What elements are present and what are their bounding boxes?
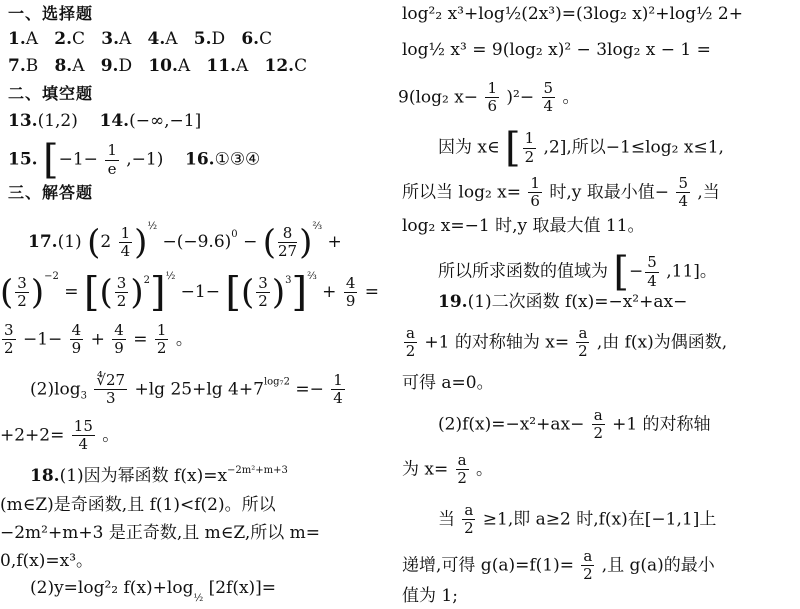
q18-continued-line-4: 因为 x∈ [ $\frac{1}{2}$ ,2],所以−1≤log₂ x≤1,	[438, 125, 724, 171]
choice-item: 4.A	[147, 29, 178, 49]
q19-line-3: 可得 a=0。	[402, 373, 494, 393]
q15-q16-answers: 15. [−1− $\frac{1}{e}$ ,−1) 16.①③④	[8, 137, 261, 183]
right-column	[388, 0, 800, 609]
choice-item: 6.C	[241, 29, 273, 49]
choice-answers-row-2	[8, 58, 307, 75]
fraction: $\frac{1}{e}$	[107, 141, 117, 178]
q17-line-2: ( $\frac{3}{2}$ )$^{-2}$ = [( $\frac{3}{2}$ )$^2$]$^{\frac{1}{2}}$ −1− [( $\frac{3}{2}$ )$^3$]$^{\frac{2}{3}}$ + $\frac{4}{9}$ =	[0, 269, 380, 316]
q19-line-2: $\frac{a}{2}$ +1 的对称轴为 x= $\frac{a}{2}$ ,由 f(x)为偶函数,	[405, 324, 728, 361]
choice-item: 12.C	[264, 56, 308, 76]
q18-continued-line-6: log₂ x=−1 时,y 取最大值 11。	[402, 216, 645, 236]
q18-line-3: −2m²+m+3 是正奇数,且 m∈Z,所以 m=	[0, 523, 321, 543]
q18-line-4: 0,f(x)=x³。	[0, 551, 94, 571]
q19-part-2-line-5: 值为 1;	[402, 586, 458, 606]
q18-range-result: 所以所求函数的值域为 [− $\frac{5}{4}$ ,11]。	[438, 249, 717, 295]
choice-item: 5.D	[193, 29, 226, 49]
q19-part-2-line-3: 当 $\frac{a}{2}$ ≥1,即 a≥2 时,f(x)在[−1,1]上	[438, 501, 717, 538]
q19-part-2-line-4: 递增,可得 g(a)=f(1)= $\frac{a}{2}$ ,且 g(a)的最小	[402, 547, 715, 584]
section-heading-solve: 三、解答题	[8, 183, 94, 202]
choice-item: 2.C	[54, 29, 86, 49]
choice-item: 7.B	[8, 56, 39, 76]
q17-line-1: 17.(1) (2 $\frac{1}{4}$ )$^{\frac{1}{2}} -(-9.6)^0$ − ( $\frac{8}{27}$ )$^{\frac{2}{3}}$ +	[28, 221, 342, 263]
q18-line-5: (2)y=log²₂ $f(x)+\log_{\frac{1}{2}}$ [2f(x)]=	[30, 578, 277, 604]
q13-q14-answers: 13.(1,2) 14.(−∞,−1]	[8, 111, 202, 131]
choice-item: 11.A	[206, 56, 249, 76]
q17-part-2: $(2)\log_3$ $\frac{∜27}{3}$ +lg 25+lg $4+7^{log_72}$ =− $\frac{1}{4}$	[30, 371, 343, 408]
q17-part-2-result: +2+2= $\frac{15}{4}$ 。	[0, 417, 120, 454]
q18-continued-line-5: 所以当 log₂ x= $\frac{1}{6}$ 时,y 取最小值− $\frac{5}{4}$ ,当	[402, 174, 720, 211]
choice-item: 1.A	[8, 29, 39, 49]
choice-item: 10.A	[148, 56, 191, 76]
choice-item: 9.D	[100, 56, 133, 76]
q17-line-3: $\frac{3}{2}$ −1− $\frac{4}{9}$ + $\frac{4}{9}$ = $\frac{1}{2}$ 。	[4, 321, 193, 358]
choice-answers-row-1	[8, 31, 272, 48]
q18-continued-line-2: log½ x³ = 9(log₂ x)² − 3log₂ x − 1 =	[402, 40, 711, 60]
choice-item: 8.A	[54, 56, 85, 76]
q18-continued-line-1: log²₂ x³+log½(2x³)=(3log₂ x)²+log½ 2+	[402, 4, 743, 24]
q19-part-2-line-1: (2)f(x)=−x²+ax− $\frac{a}{2}$ +1 的对称轴	[438, 406, 711, 443]
q18-line-2: (m∈Z)是奇函数,且 f(1)<f(2)。所以	[0, 495, 276, 515]
section-heading-choice: 一、选择题	[8, 4, 94, 23]
section-heading-fill: 二、填空题	[8, 84, 94, 103]
q18-line-1: 18.(1)因为幂函数 $f(x)=x^{-2m^2+m+3}$	[30, 465, 288, 486]
q19-part-2-line-2: 为 x= $\frac{a}{2}$ 。	[402, 451, 494, 488]
left-column	[0, 0, 380, 609]
choice-item: 3.A	[101, 29, 132, 49]
q18-continued-line-3: 9(log₂ x− $\frac{1}{6}$ )²− $\frac{5}{4}$ 。	[398, 79, 580, 116]
q19-line-1: 19.(1)二次函数 f(x)=−x²+ax−	[438, 292, 688, 312]
